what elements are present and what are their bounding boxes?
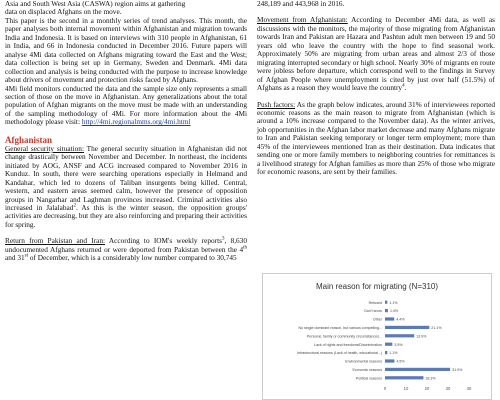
footnote-ref-2[interactable]: 2 xyxy=(73,203,76,209)
intro-line-2: data on displaced Afghans on the move. xyxy=(5,7,122,17)
value-label: 1.4% xyxy=(389,309,399,314)
value-label: 21.1% xyxy=(431,326,442,330)
section-title-afghanistan: Afghanistan xyxy=(5,134,53,145)
movement-label: Movement from Afghanistan: xyxy=(257,15,348,25)
value-label: 3.5% xyxy=(394,342,403,347)
chart-canvas xyxy=(263,274,493,400)
footnote-ref-4[interactable]: 4 xyxy=(402,83,405,89)
push-factors-label: Push factors: xyxy=(257,99,296,109)
right-column xyxy=(257,0,495,177)
value-label: 4.5% xyxy=(396,359,405,364)
value-label: 1.1% xyxy=(389,300,398,305)
intro-line-1: Asia and South West Asia (CASWA) region aims at gathering xyxy=(5,0,186,8)
general-security-label: General security situation: xyxy=(5,143,84,153)
value-label: 18.3% xyxy=(425,376,436,381)
movement-text: According to December 4Mi data, as well as discussions with the monitors, the majority of those migrating from Afghanistan towards Iran and Pakistan are Hazara and Pashtun adult men between 19 and 50 years old who leave the country with the hope to find seasonal work. Approximately 50% are migrating from urban areas and almost 2/3 of those migrating interrupted secondary or high school. Nearly 30% of migrants en route were jobless before departure, which correspond well to the findings in Survey of Afghan People where unemployment is cited by just over half (51.5%) of Afghans as a reason they would leave the country xyxy=(257,15,495,93)
methodology-link[interactable]: http://4mi.regionalmms.org/4mi.html xyxy=(81,117,191,127)
value-label: 31.0% xyxy=(452,368,463,372)
methodology-paragraph xyxy=(5,85,247,127)
bar xyxy=(385,343,392,346)
category-label: Other xyxy=(373,317,382,322)
bar xyxy=(385,368,450,371)
bar xyxy=(385,376,423,379)
ordinal-st: st xyxy=(24,253,29,259)
return-text-4: of December, which is a considerably low number compared to 30,745 xyxy=(28,253,237,263)
return-paragraph xyxy=(5,237,247,262)
movement-text-2: . xyxy=(404,83,407,93)
return-text: According to IOM's weekly reports xyxy=(105,236,222,246)
bar xyxy=(385,351,387,354)
category-label: Refused xyxy=(368,300,382,305)
bar xyxy=(385,334,414,337)
bar xyxy=(385,326,429,329)
x-tick-label: 10 xyxy=(403,386,409,391)
top-line: 248,189 and 443,968 in 2016. xyxy=(257,0,345,8)
general-security-paragraph xyxy=(5,145,247,230)
return-label: Return from Pakistan and Iran: xyxy=(5,236,106,246)
value-label: 13.9% xyxy=(416,334,427,339)
chart-title: Main reason for migrating (N=310) xyxy=(315,282,439,291)
return-text-3: and 31 xyxy=(5,253,25,263)
ordinal-th: th xyxy=(243,245,247,251)
push-factors-paragraph xyxy=(257,101,495,177)
x-tick-label: 20 xyxy=(424,386,430,391)
push-factors-text: As the graph below indicates, around 31% of interviewees reported economic reasons as the main reason to migrate from Afghanistan (which is around a 10% increase compared to the November data). As the winter arrives, job opportunities in the Afghan labor market decrease and many Afghans migrate to Iran and Pakistan seeking temporary or longer term employment; more than 45% of the interviewees mentioned Iran as their destination. Data indicates that sending one or more family members to neighboring countries for remittances is a livelihood strategy for Afghan families as more than 25% of those who migrate for economic reasons, are sent by their families. xyxy=(257,99,495,177)
value-label: 4.4% xyxy=(396,317,405,322)
category-label: Infrastructural reasons (Lack of health, educational...) xyxy=(297,351,382,356)
intro-paragraph: This paper is the second in a monthly series of trend analyses. This month, the paper analyses both internal movement within Afghanistan and migration towards India and Indonesia. It is based on interviews with 310 people in Afghanistan, 61 in India, and 66 in Indonesia conducted in December 2016. Future papers will analyse 4Mi data collected on Afghans migrating toward the East and the West; data collection is being set up in Germany, Sweden and Denmark. 4Mi data collection and analysis is being conducted with the purpose to increase knowledge about drivers of movement and protection risks faced by Afghans. xyxy=(5,15,247,85)
x-tick-label: 30 xyxy=(445,386,451,391)
bar xyxy=(385,309,388,312)
general-security-text-2: . As this is the winter season, the opposition groups' activities are decreasing, but they are also reinforcing and preparing their activities for spring. xyxy=(5,202,247,229)
category-label: No single dominant reason, but various compelling... xyxy=(298,326,382,330)
category-label: Lack of rights and freedoms/Discrimination xyxy=(314,342,382,347)
bar xyxy=(385,301,387,304)
movement-paragraph xyxy=(257,16,495,92)
left-column xyxy=(5,0,247,263)
x-tick-label: 0 xyxy=(383,386,387,391)
category-label: Personal, family or community circumstances... xyxy=(306,334,382,339)
category-label: Political reasons xyxy=(355,376,382,381)
bar xyxy=(385,359,394,362)
bar xyxy=(385,317,394,320)
footnote-ref-3[interactable]: 3 xyxy=(222,236,225,242)
value-label: 1.1% xyxy=(389,351,398,356)
x-tick-label: 40 xyxy=(466,386,472,391)
return-text-2: , 8,630 undocumented Afghans returned or were deported from Pakistan between the 4 xyxy=(5,236,247,254)
general-security-text: The general security situation in Afghanistan did not change drastically between November and December. In northeast, the incidents initiated by AOG, ANSF and ACG increased compared to November 2016 in Kunduz. In south, there were searching operations especially in Helmand and Kandahar, which led to dozens of Taliban insurgents being killed. Central, western, and eastern areas seemed calm, however the presence of opposition groups in Nangarhar and Laghman provinces increased. Criminal activities also increased in Jalalabad xyxy=(5,143,247,212)
category-label: Economic reasons xyxy=(352,368,382,372)
category-label: Don't know xyxy=(364,309,382,314)
category-label: Environmental reasons xyxy=(345,359,382,364)
migration-reasons-chart xyxy=(262,273,492,400)
methodology-text: 4Mi field monitors conducted the data and the sample size only represents a small section of those on the move in Afghanistan. Any generalizations about the total population of Afghan migrants on the move must be made with an understanding of the sampling methodology of 4Mi. For more information about the 4Mi methodology please visit: xyxy=(5,83,247,127)
